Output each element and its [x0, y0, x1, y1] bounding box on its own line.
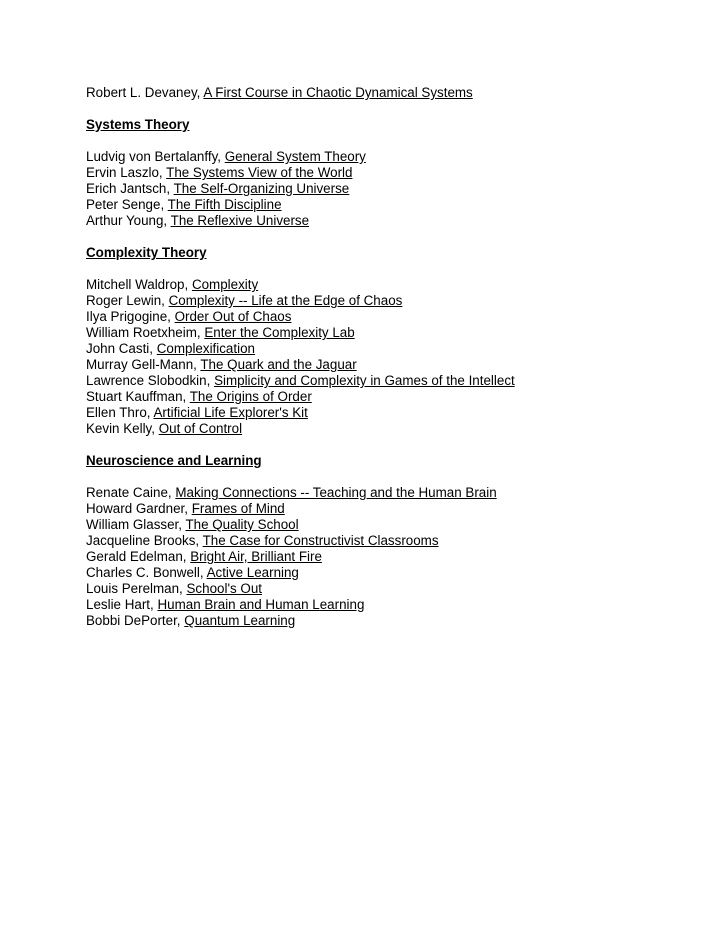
bibliography-entry — [86, 213, 706, 229]
entry-title: Bright Air, Brilliant Fire — [190, 549, 322, 564]
entry-author: Robert L. Devaney, — [86, 85, 201, 100]
entry-author: Louis Perelman, — [86, 581, 183, 596]
bibliography-entry — [86, 165, 706, 181]
bibliography-entry — [86, 533, 706, 549]
bibliography-page — [86, 85, 706, 629]
bibliography-entry — [86, 341, 706, 357]
bibliography-entry — [86, 277, 706, 293]
entry-title: General System Theory — [224, 149, 366, 164]
bibliography-entry — [86, 565, 706, 581]
entry-author: Ervin Laszlo, — [86, 165, 163, 180]
bibliography-entry — [86, 389, 706, 405]
entry-title: Order Out of Chaos — [174, 309, 292, 324]
bibliography-entry — [86, 309, 706, 325]
entry-title: Active Learning — [206, 565, 299, 580]
entry-author: Roger Lewin, — [86, 293, 165, 308]
bibliography-entry — [86, 517, 706, 533]
entry-author: John Casti, — [86, 341, 153, 356]
entry-title: A First Course in Chaotic Dynamical Systems — [203, 85, 473, 100]
entry-author: Ellen Thro, — [86, 405, 151, 420]
bibliography-entry — [86, 149, 706, 165]
bibliography-entry — [86, 405, 706, 421]
bibliography-entry — [86, 197, 706, 213]
entry-title: The Quark and the Jaguar — [200, 357, 357, 372]
entry-title: Quantum Learning — [184, 613, 296, 628]
entry-title: The Fifth Discipline — [167, 197, 282, 212]
section-heading-complexity-theory: Complexity Theory — [86, 245, 207, 260]
entry-author: Ludvig von Bertalanffy, — [86, 149, 221, 164]
entry-author: William Roetxheim, — [86, 325, 201, 340]
entry-author: Stuart Kauffman, — [86, 389, 187, 404]
entry-title: Making Connections -- Teaching and the Human Brain — [175, 485, 497, 500]
entry-author: Mitchell Waldrop, — [86, 277, 189, 292]
entry-author: Jacqueline Brooks, — [86, 533, 200, 548]
entry-author: Arthur Young, — [86, 213, 168, 228]
bibliography-entry — [86, 373, 706, 389]
entry-author: Leslie Hart, — [86, 597, 154, 612]
entry-title: Complexification — [156, 341, 255, 356]
bibliography-entry — [86, 485, 706, 501]
entry-title: The Case for Constructivist Classrooms — [202, 533, 439, 548]
entry-title: Enter the Complexity Lab — [204, 325, 355, 340]
bibliography-entry — [86, 357, 706, 373]
bibliography-entry — [86, 421, 706, 437]
entry-title: Complexity -- Life at the Edge of Chaos — [168, 293, 403, 308]
entry-author: Renate Caine, — [86, 485, 172, 500]
entry-author: William Glasser, — [86, 517, 182, 532]
entry-title: Artificial Life Explorer's Kit — [153, 405, 308, 420]
bibliography-entry — [86, 501, 706, 517]
bibliography-entry — [86, 181, 706, 197]
entry-author: Charles C. Bonwell, — [86, 565, 204, 580]
entry-title: The Systems View of the World — [166, 165, 353, 180]
entry-title: Human Brain and Human Learning — [157, 597, 365, 612]
section-heading-systems-theory: Systems Theory — [86, 117, 190, 132]
entry-author: Peter Senge, — [86, 197, 165, 212]
entry-title: Frames of Mind — [191, 501, 285, 516]
entry-title: The Self-Organizing Universe — [173, 181, 350, 196]
entry-title: The Origins of Order — [189, 389, 312, 404]
bibliography-entry — [86, 293, 706, 309]
entry-author: Lawrence Slobodkin, — [86, 373, 211, 388]
entry-author: Erich Jantsch, — [86, 181, 171, 196]
entry-title: Simplicity and Complexity in Games of the Intellect — [214, 373, 515, 388]
entry-title: The Reflexive Universe — [170, 213, 310, 228]
bibliography-entry — [86, 613, 706, 629]
bibliography-entry — [86, 549, 706, 565]
entry-title: The Quality School — [185, 517, 299, 532]
entry-title: School's Out — [186, 581, 262, 596]
entry-title: Complexity — [191, 277, 259, 292]
bibliography-entry — [86, 325, 706, 341]
entry-author: Bobbi DePorter, — [86, 613, 181, 628]
bibliography-entry — [86, 597, 706, 613]
entry-author: Murray Gell-Mann, — [86, 357, 197, 372]
entry-author: Howard Gardner, — [86, 501, 188, 516]
entry-author: Gerald Edelman, — [86, 549, 187, 564]
bibliography-entry — [86, 581, 706, 597]
bibliography-entry — [86, 85, 706, 101]
entry-author: Kevin Kelly, — [86, 421, 155, 436]
entry-title: Out of Control — [158, 421, 243, 436]
section-heading-neuroscience-and-learning: Neuroscience and Learning — [86, 453, 262, 468]
entry-author: Ilya Prigogine, — [86, 309, 171, 324]
